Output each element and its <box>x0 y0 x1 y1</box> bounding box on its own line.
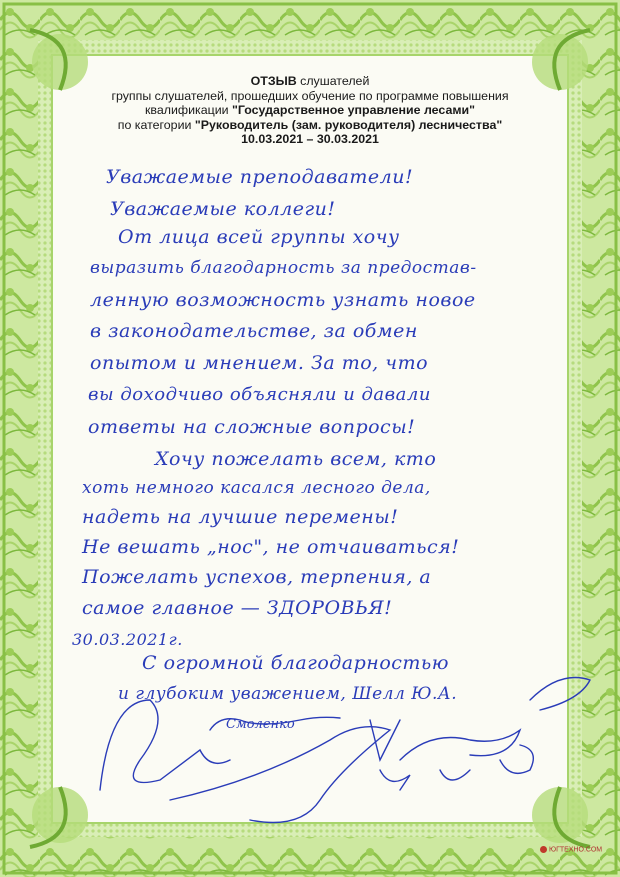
handwritten-line: Не вешать „нос", не отчаиваться! <box>82 536 460 558</box>
handwritten-line: ленную возможность узнать новое <box>90 289 476 311</box>
signature-text: Смоленко <box>226 717 295 732</box>
handwritten-line: С огромной благодарностью <box>142 652 449 674</box>
handwritten-line: выразить благодарность за предостав- <box>90 258 477 278</box>
signature <box>100 700 230 790</box>
handwritten-line: Уважаемые коллеги! <box>110 198 336 220</box>
signature <box>530 678 590 711</box>
header-line-4: по категории "Руководитель (зам. руководителя) лесничества" <box>117 117 503 132</box>
header-line-2: группы слушателей, прошедших обучение по программе повышения <box>111 88 509 103</box>
signature <box>440 770 470 780</box>
header-line-1: ОТЗЫВ слушателей <box>250 74 370 88</box>
handwritten-line: От лица всей группы хочу <box>118 226 400 248</box>
handwritten-line: и глубоким уважением, Шелл Ю.А. <box>118 684 458 704</box>
signature <box>370 720 400 760</box>
handwritten-line: хоть немного касался лесного дела, <box>82 478 431 498</box>
logo-icon <box>540 846 547 853</box>
handwritten-line: Хочу пожелать всем, кто <box>155 448 437 470</box>
company-logo: ЮГТЕХНО.СОМ <box>540 846 602 853</box>
header-line-5: 10.03.2021 – 30.03.2021 <box>241 132 379 147</box>
handwritten-date: 30.03.2021г. <box>72 630 183 649</box>
signature <box>380 770 410 790</box>
header-line-3: квалификации "Государственное управление лесами" <box>144 103 475 118</box>
handwritten-line: опытом и мнением. За то, что <box>90 352 429 374</box>
signature <box>170 727 390 823</box>
handwritten-line: надеть на лучшие перемены! <box>82 506 399 528</box>
handwritten-line: Уважаемые преподаватели! <box>106 166 414 188</box>
handwritten-line: в законодательстве, за обмен <box>90 320 418 342</box>
handwritten-line: Пожелать успехов, терпения, а <box>82 566 432 588</box>
handwritten-line: ответы на сложные вопросы! <box>88 416 416 438</box>
signature <box>400 730 520 760</box>
handwritten-line: вы доходчиво объясняли и давали <box>88 384 431 405</box>
handwritten-line: самое главное — ЗДОРОВЬЯ! <box>82 597 393 619</box>
